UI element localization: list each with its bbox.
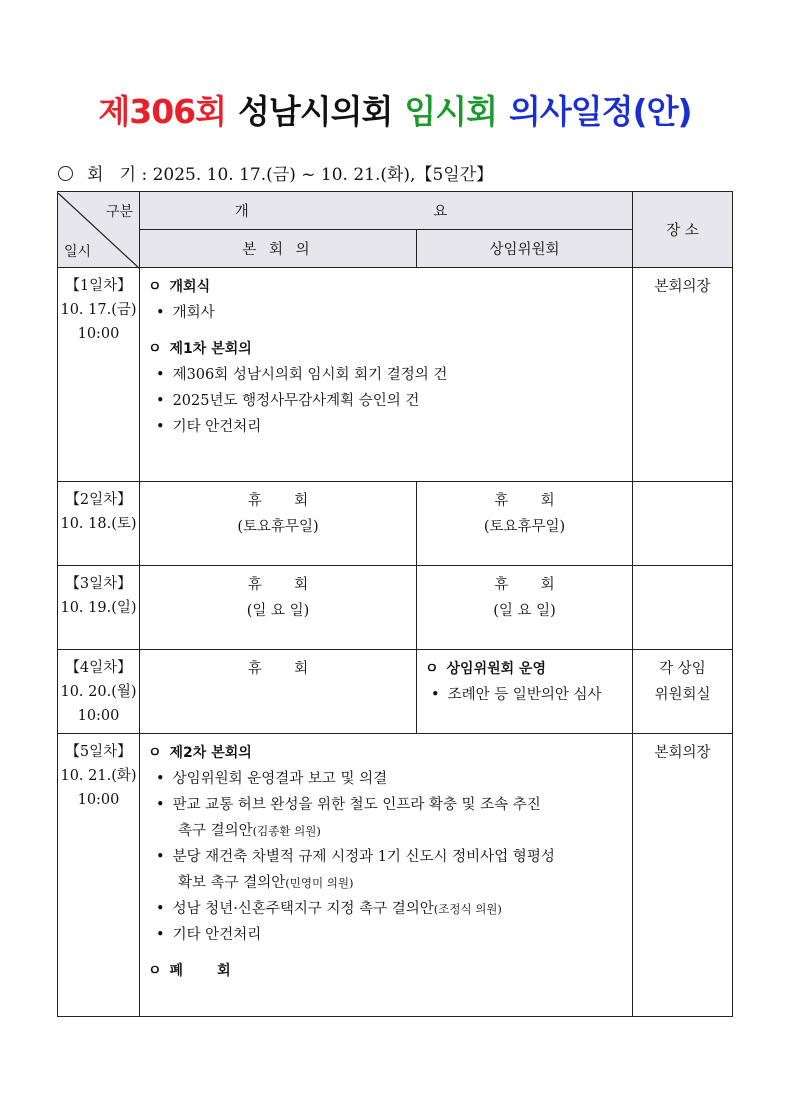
header-gubun: 구분 — [105, 203, 133, 220]
table-row-day1 — [58, 268, 733, 482]
header-ilsi: 일시 — [64, 243, 92, 260]
day5-content: ㅇ 제2차 본회의 • 상임위원회 운영결과 보고 및 의결 • 판교 교통 허브 완성을 위한 철도 인프라 확충 및 조속 추진 촉구 결의안(김종환 의원) • 분당 재건축 차별적 규제 시정과 1기 신도시 정비사업 형평성 확보 촉구 결의안(민영미 의원) • 성남 청년·신혼주택지구 지정 촉구 결의안(조정식 의원) • 기타 안건처리 ㅇ 폐 회 — [140, 734, 633, 1017]
day-date: 10. 21.(화) — [60, 768, 137, 784]
header-diagonal-cell — [58, 192, 140, 268]
header-plenary-label: 본 회 의 — [242, 242, 314, 258]
place-label: 본회의장 — [654, 745, 711, 761]
list-item: 판교 교통 허브 완성을 위한 철도 인프라 확충 및 조속 추진 — [172, 797, 541, 813]
header-row-1 — [58, 192, 733, 230]
circle-bullet-icon — [58, 166, 73, 181]
sponsor-note: (민영미 의원) — [285, 876, 354, 890]
day-date: 10. 19.(일) — [60, 600, 137, 616]
day4-datetime — [58, 650, 140, 734]
list-item: 상임위원회 운영결과 보고 및 의결 — [172, 771, 388, 787]
day-date: 10. 20.(월) — [60, 684, 137, 700]
section-plenary-2: 제2차 본회의 — [169, 745, 252, 761]
day4-place — [633, 650, 733, 734]
list-item: 성남 청년·신혼주택지구 지정 촉구 결의안 — [172, 901, 434, 917]
recess-label: 휴 회 — [494, 493, 555, 509]
recess-reason: (토요휴무일) — [483, 519, 566, 535]
day3-place — [633, 566, 733, 650]
place-label: 본회의장 — [654, 279, 711, 295]
list-item: 기타 안건처리 — [172, 927, 262, 943]
table-row-day4 — [58, 650, 733, 734]
recess-reason: (일 요 일) — [493, 603, 556, 619]
day3-plenary — [140, 566, 417, 650]
list-item: 분당 재건축 차별적 규제 시정과 1기 신도시 정비사업 형평성 — [172, 849, 555, 865]
list-item: 2025년도 행정사무감사계획 승인의 건 — [172, 393, 420, 409]
recess-reason: (토요휴무일) — [237, 519, 319, 535]
day1-content: ㅇ 개회식 • 개회사 ㅇ 제1차 본회의 • 제306회 성남시의회 임시회 회기 결정의 건 • 2025년도 행정사무감사계획 승인의 건 • 기타 안건처리 — [140, 268, 633, 482]
period-text: 회 기 : 2025. 10. 17.(금) ~ 10. 21.(화),【5일간】 — [87, 165, 494, 185]
header-overview-label: 개 요 — [234, 204, 538, 220]
header-place-label: 장 소 — [666, 223, 699, 239]
day2-plenary — [140, 482, 417, 566]
place-label: 위원회실 — [654, 687, 711, 703]
title-session: 제306회 — [98, 92, 227, 131]
day5-place — [633, 734, 733, 1017]
list-item: 조례안 등 일반의안 심사 — [447, 687, 602, 703]
page-title — [0, 86, 790, 133]
day2-committee — [417, 482, 633, 566]
sponsor-note: (조정식 의원) — [433, 902, 502, 916]
section-plenary-1: 제1차 본회의 — [169, 341, 252, 357]
recess-label: 휴 회 — [494, 577, 555, 593]
header-committee — [417, 230, 633, 268]
list-item-cont: 확보 촉구 결의안 — [178, 875, 286, 891]
day-label: 【1일차】 — [65, 278, 132, 294]
day-label: 【3일차】 — [65, 576, 132, 592]
recess-reason: (일 요 일) — [246, 603, 310, 619]
place-label: 각 상임 — [659, 661, 706, 677]
sponsor-note: (김종환 의원) — [252, 824, 321, 838]
header-overview — [140, 192, 633, 230]
session-period — [58, 160, 493, 185]
day5-datetime — [58, 734, 140, 1017]
day1-datetime — [58, 268, 140, 482]
title-type: 임시회 — [404, 92, 498, 131]
day-time: 10:00 — [77, 708, 120, 724]
title-agenda: 의사일정(안) — [509, 92, 692, 131]
table-row-day2 — [58, 482, 733, 566]
day-label: 【4일차】 — [65, 660, 132, 676]
section-opening: 개회식 — [169, 279, 211, 295]
table-row-day3 — [58, 566, 733, 650]
recess-label: 휴 회 — [247, 493, 309, 509]
day-date: 10. 18.(토) — [60, 516, 137, 532]
day1-place — [633, 268, 733, 482]
day4-committee: ㅇ 상임위원회 운영 • 조례안 등 일반의안 심사 — [417, 650, 633, 734]
list-item: 개회사 — [172, 305, 215, 321]
recess-label: 휴 회 — [247, 577, 309, 593]
header-place — [633, 192, 733, 268]
header-committee-label: 상임위원회 — [489, 242, 560, 258]
list-item: 기타 안건처리 — [172, 419, 262, 435]
header-plenary — [140, 230, 417, 268]
day-label: 【5일차】 — [65, 744, 132, 760]
day2-place — [633, 482, 733, 566]
table-row-day5 — [58, 734, 733, 1017]
header-row-2 — [58, 230, 733, 268]
list-item-cont: 촉구 결의안 — [178, 823, 253, 839]
section-closing: 폐 회 — [169, 963, 231, 979]
day2-datetime — [58, 482, 140, 566]
title-council: 성남시의회 — [238, 92, 393, 131]
day3-datetime — [58, 566, 140, 650]
day-time: 10:00 — [77, 326, 120, 342]
section-committee: 상임위원회 운영 — [446, 661, 547, 677]
day-date: 10. 17.(금) — [60, 302, 137, 318]
list-item: 제306회 성남시의회 임시회 회기 결정의 건 — [172, 367, 448, 383]
recess-label: 휴 회 — [247, 661, 309, 677]
day-time: 10:00 — [77, 792, 120, 808]
day-label: 【2일차】 — [65, 492, 132, 508]
agenda-table — [57, 191, 733, 1017]
day3-committee — [417, 566, 633, 650]
day4-plenary — [140, 650, 417, 734]
